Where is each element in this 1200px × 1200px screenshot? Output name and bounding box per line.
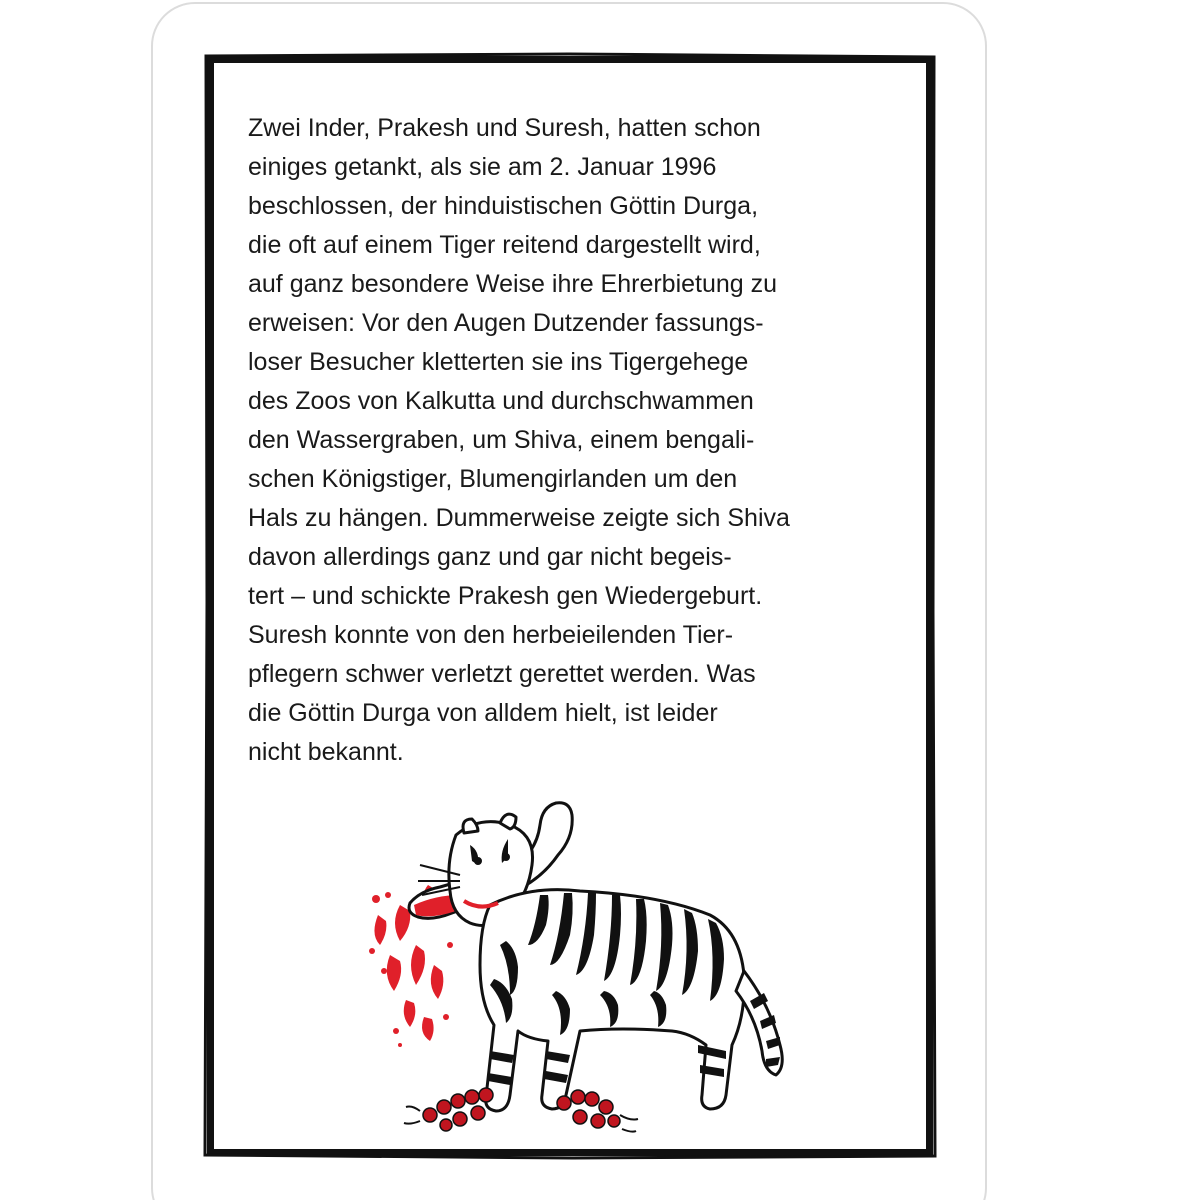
story-line: die oft auf einem Tiger reitend dargestellt wird, [248, 231, 761, 259]
story-line: Zwei Inder, Prakesh und Suresh, hatten schon [248, 114, 761, 142]
tiger-with-arm-icon [360, 795, 800, 1135]
story-line: nicht bekannt. [248, 738, 404, 766]
story-line: auf ganz besondere Weise ihre Ehrerbietung zu [248, 270, 778, 298]
story-text [248, 109, 908, 772]
story-line: schen Königstiger, Blumengirlanden um den [248, 465, 738, 493]
story-line: Suresh konnte von den herbeieilenden Tier- [248, 621, 734, 649]
story-line: Hals zu hängen. Dummerweise zeigte sich Shiva [248, 504, 790, 532]
story-line: die Göttin Durga von alldem hielt, ist leider [248, 699, 718, 727]
story-line: den Wassergraben, um Shiva, einem bengali- [248, 426, 755, 454]
story-line: loser Besucher kletterten sie ins Tigergehege [248, 348, 749, 376]
flower-garland [423, 1088, 620, 1131]
story-line: einiges getankt, als sie am 2. Januar 1996 [248, 153, 717, 181]
story-line: beschlossen, der hinduistischen Göttin Durga, [248, 192, 759, 220]
story-line: tert – und schickte Prakesh gen Wiedergeburt. [248, 582, 763, 610]
story-line: erweisen: Vor den Augen Dutzender fassungs- [248, 309, 764, 337]
tiger [449, 814, 782, 1111]
story-line: davon allerdings ganz und gar nicht begeis- [248, 543, 732, 571]
story-line: pflegern schwer verletzt gerettet werden. Was [248, 660, 756, 688]
story-line: des Zoos von Kalkutta und durchschwammen [248, 387, 754, 415]
